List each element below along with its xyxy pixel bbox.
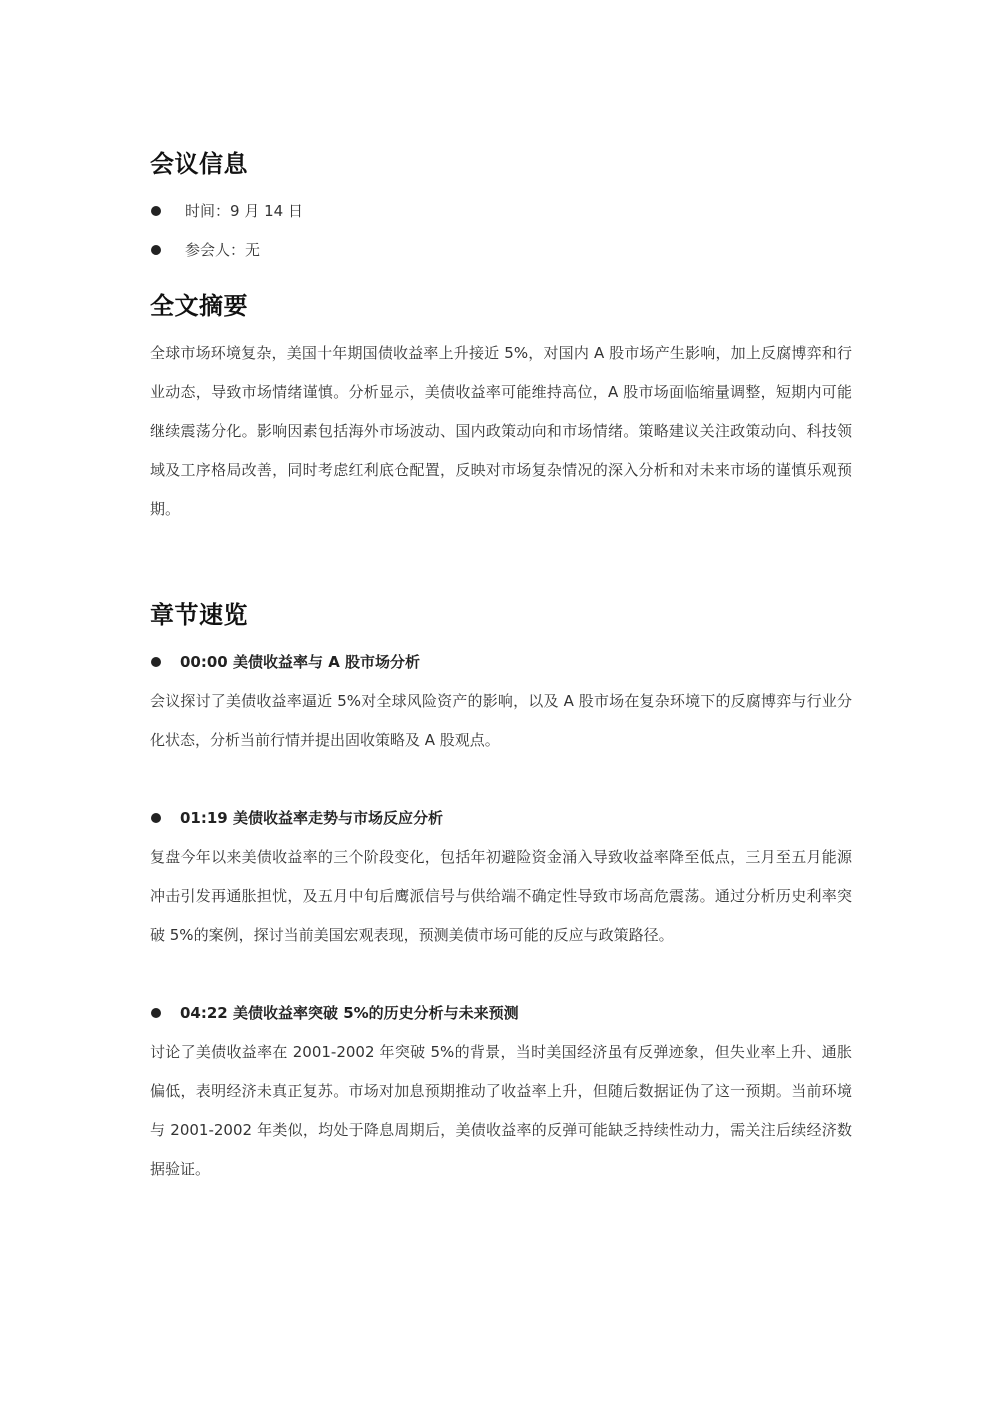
meeting-info-section <box>150 142 852 270</box>
chapter-body: 会议探讨了美债收益率逼近 5%对全球风险资产的影响，以及 A 股市场在复杂环境下的反腐博弈与行业分化状态，分析当前行情并提出固收策略及 A 股观点。 <box>150 692 852 749</box>
meeting-info-heading: 会议信息 <box>150 150 248 178</box>
meeting-attendees-value: 无 <box>245 241 261 259</box>
document-content <box>150 142 852 1189</box>
bullet-icon <box>151 657 161 667</box>
chapter-body: 复盘今年以来美债收益率的三个阶段变化，包括年初避险资金涌入导致收益率降至低点，三月至五月能源冲击引发再通胀担忧，及五月中旬后鹰派信号与供给端不确定性导致市场高危震荡。通过分析历史利率突破 5%的案例，探讨当前美国宏观表现，预测美债市场可能的反应与政策路径。 <box>150 848 852 944</box>
chapter-title <box>150 994 852 1033</box>
bullet-icon <box>151 206 161 216</box>
chapter-title-text: 00:00 美债收益率与 A 股市场分析 <box>180 653 421 671</box>
chapters-heading: 章节速览 <box>150 601 248 629</box>
bullet-icon <box>151 245 161 255</box>
chapter-body: 讨论了美债收益率在 2001-2002 年突破 5%的背景，当时美国经济虽有反弹迹象，但失业率上升、通胀偏低，表明经济未真正复苏。市场对加息预期推动了收益率上升，但随后数据证伪了这一预期。当前环境与 2001-2002 年类似，均处于降息周期后，美债收益率的反弹可能缺乏持续性动力，需关注后续经济数据验证。 <box>150 1043 852 1178</box>
meeting-attendees-label: 参会人： <box>185 241 246 259</box>
chapters-list <box>150 643 852 1189</box>
summary-body: 全球市场环境复杂，美国十年期国债收益率上升接近 5%，对国内 A 股市场产生影响，加上反腐博弈和行业动态，导致市场情绪谨慎。分析显示，美债收益率可能维持高位，A 股市场面临缩量调整，短期内可能继续震荡分化。影响因素包括海外市场波动、国内政策动向和市场情绪。策略建议关注政策动向、科技领域及工序格局改善，同时考虑红利底仓配置，反映对市场复杂情况的深入分析和对未来市场的谨慎乐观预期。 <box>150 344 852 518</box>
summary-heading: 全文摘要 <box>150 292 248 320</box>
bullet-icon <box>151 813 161 823</box>
chapter-title-text: 01:19 美债收益率走势与市场反应分析 <box>180 809 443 827</box>
meeting-info-list <box>150 192 852 270</box>
chapter-title <box>150 643 852 682</box>
bullet-icon <box>151 1008 161 1018</box>
chapter-title-text: 04:22 美债收益率突破 5%的历史分析与未来预测 <box>180 1004 519 1022</box>
meeting-time-label: 时间： <box>185 202 231 220</box>
meeting-time-value: 9 月 14 日 <box>230 202 303 220</box>
chapter-title <box>150 799 852 838</box>
chapter-item <box>150 643 852 760</box>
chapters-section <box>150 593 852 1189</box>
summary-section <box>150 284 852 529</box>
chapter-item <box>150 799 852 955</box>
meeting-time-item <box>150 192 852 231</box>
chapter-item <box>150 994 852 1189</box>
meeting-attendees-item <box>150 231 852 270</box>
